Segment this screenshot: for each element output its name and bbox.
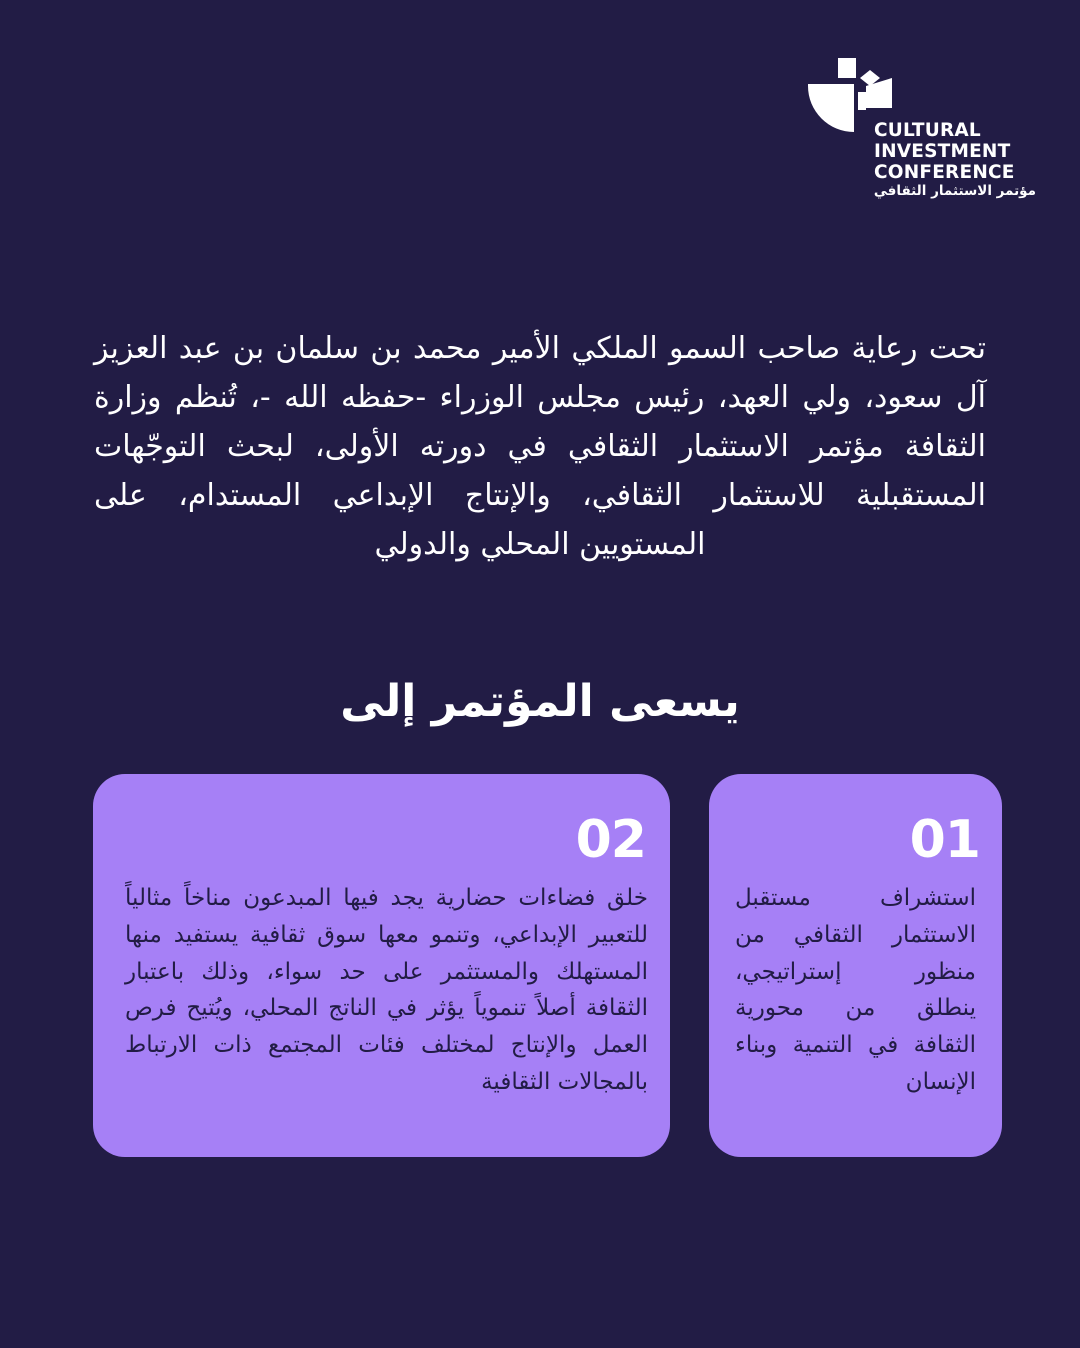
goal-card-number: 01 (909, 810, 980, 870)
section-heading: يسعى المؤتمر إلى (340, 676, 740, 727)
logo-line-cultural: CULTURAL (874, 120, 981, 141)
logo-arabic-name: مؤتمر الاستثمار الثقافي (873, 183, 1036, 199)
conference-logo (808, 56, 1036, 206)
goal-card-01 (709, 774, 1002, 1157)
logo-line-conference: CONFERENCE (874, 162, 1015, 183)
goal-card-02 (93, 774, 670, 1157)
goal-card-number: 02 (575, 810, 646, 870)
goal-card-text: خلق فضاءات حضارية يجد فيها المبدعون مناخاً مثالياً للتعبير الإبداعي، وتنمو معها سوق ثقافية يستفيد منها المستهلك والمستثمر على حد سواء، وذلك باعتبار الثقافة أصلاً تنموياً يؤثر في الناتج المحلي، ويُتيح فرص العمل والإنتاج لمختلف فئات المجتمع ذات الارتباط بالمجالات الثقافية (125, 885, 648, 1095)
logo-line-investment: INVESTMENT (874, 141, 1011, 162)
goal-card-text: استشراف مستقبل الاستثمار الثقافي من منظور إستراتيجي، ينطلق من محورية الثقافة في التنمية وبناء الإنسان (735, 885, 976, 1095)
intro-paragraph: تحت رعاية صاحب السمو الملكي الأمير محمد بن سلمان بن عبد العزيز آل سعود، ولي العهد، رئيس مجلس الوزراء -حفظه الله -، تُنظم وزارة الثقافة مؤتمر الاستثمار الثقافي في دورته الأولى، لبحث التوجّهات المستقبلية للاستثمار الثقافي، والإنتاج الإبداعي المستدام، على المستويين المحلي والدولي (94, 331, 986, 562)
logo-wordmark (874, 120, 1036, 200)
